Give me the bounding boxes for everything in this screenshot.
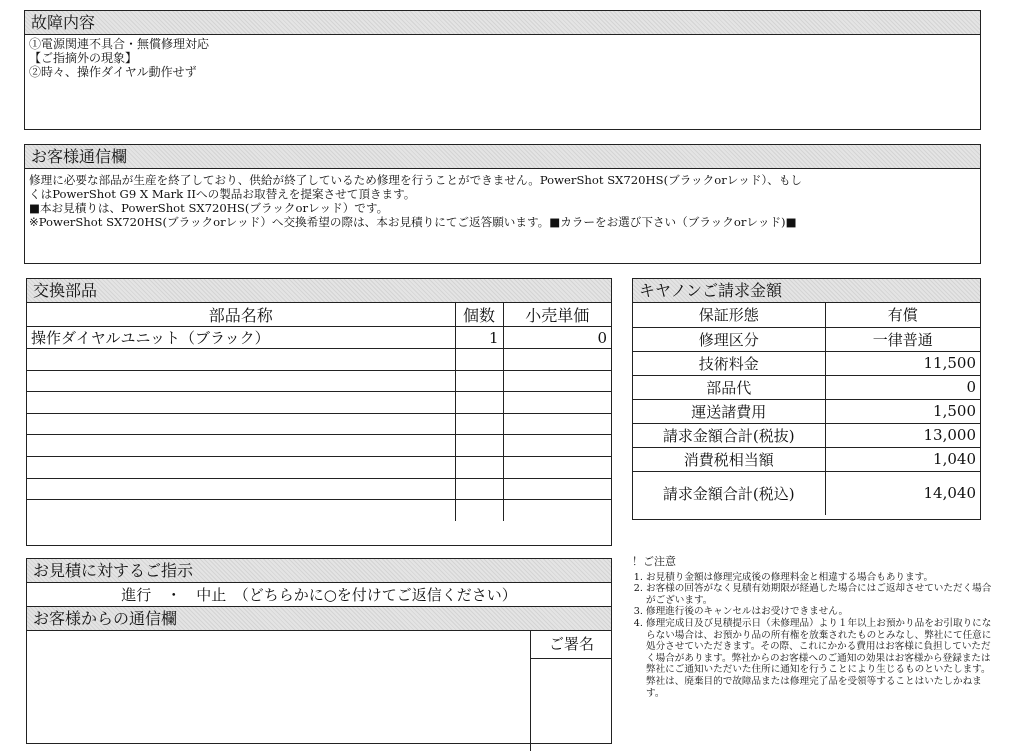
fault-line: ①電源関連不具合・無償修理対応 <box>29 37 210 51</box>
billing-table <box>633 303 980 515</box>
part-qty <box>455 392 503 414</box>
part-name <box>27 478 455 500</box>
part-name <box>27 456 455 478</box>
instruction-text[interactable]: 進行 ・ 中止 （どちらかに○を付けてご返信ください） <box>27 583 611 607</box>
billing-row <box>633 423 980 447</box>
billing-value: 13,000 <box>825 423 980 447</box>
fault-line: ②時々、操作ダイヤル動作せず <box>29 65 197 79</box>
notes-title: ！ご注意 <box>632 555 676 568</box>
part-name <box>27 435 455 457</box>
billing-label: 運送諸費用 <box>633 399 825 423</box>
part-qty <box>455 500 503 522</box>
parts-title: 交換部品 <box>27 279 611 303</box>
part-price <box>503 435 611 457</box>
part-price <box>503 349 611 371</box>
part-qty <box>455 413 503 435</box>
billing-row <box>633 375 980 399</box>
parts-header-price: 小売単価 <box>503 303 611 327</box>
billing-value: 一律普通 <box>825 327 980 351</box>
billing-value: 1,500 <box>825 399 980 423</box>
part-qty <box>455 456 503 478</box>
notice-line: くはPowerShot G9 X Mark IIへの製品お取替えを提案させて頂きます。 <box>29 187 416 201</box>
fault-line: 【ご指摘外の現象】 <box>29 51 138 65</box>
part-name <box>27 370 455 392</box>
instruction-title: お見積に対するご指示 <box>27 559 611 583</box>
part-price <box>503 370 611 392</box>
part-name: 操作ダイヤルユニット（ブラック） <box>27 327 455 349</box>
list-item: 1. お見積り金額は修理完成後の修理料金と相違する場合もあります。 <box>646 572 992 584</box>
billing-label: 消費税相当額 <box>633 447 825 471</box>
customer-reply-area[interactable] <box>27 631 611 751</box>
parts-section <box>26 278 612 546</box>
customer-notice-section <box>24 144 981 264</box>
customer-reply-title: お客様からの通信欄 <box>27 607 611 631</box>
customer-notice-content <box>25 169 980 231</box>
table-row <box>27 478 611 500</box>
billing-value: 1,040 <box>825 447 980 471</box>
part-qty <box>455 435 503 457</box>
billing-label: 修理区分 <box>633 327 825 351</box>
billing-value: 11,500 <box>825 351 980 375</box>
billing-title: キヤノンご請求金額 <box>633 279 980 303</box>
part-qty <box>455 349 503 371</box>
part-price <box>503 456 611 478</box>
billing-value: 0 <box>825 375 980 399</box>
billing-label: 部品代 <box>633 375 825 399</box>
billing-row <box>633 399 980 423</box>
part-qty <box>455 370 503 392</box>
list-item: 3. 修理進行後のキャンセルはお受けできません。 <box>646 606 992 618</box>
fault-title: 故障内容 <box>25 11 980 35</box>
table-row <box>27 456 611 478</box>
table-row <box>27 370 611 392</box>
table-row <box>27 500 611 522</box>
notice-line: ■本お見積りは、PowerShot SX720HS(ブラックorレッド）です。 <box>29 201 389 215</box>
billing-value: 14,040 <box>825 471 980 515</box>
billing-row <box>633 447 980 471</box>
billing-row <box>633 471 980 515</box>
table-row <box>27 413 611 435</box>
notice-line: ※PowerShot SX720HS(ブラックorレッド）へ交換希望の際は、本お見積りにてご返答願います。■カラーをお選び下さい（ブラックorレッド)■ <box>29 215 797 229</box>
parts-header-row <box>27 303 611 327</box>
list-item: 2. お客様の回答がなく見積有効期限が経過した場合にはご返却させていただく場合がございます。 <box>646 583 992 606</box>
part-price <box>503 478 611 500</box>
parts-header-qty: 個数 <box>455 303 503 327</box>
table-row <box>27 327 611 349</box>
notes-list <box>632 572 992 700</box>
table-row <box>27 349 611 371</box>
part-price <box>503 500 611 522</box>
billing-row <box>633 351 980 375</box>
part-name <box>27 500 455 522</box>
instruction-section <box>26 558 612 744</box>
billing-section <box>632 278 981 520</box>
signature-label: ご署名 <box>531 631 612 659</box>
part-price: 0 <box>503 327 611 349</box>
part-name <box>27 349 455 371</box>
billing-label: 請求金額合計(税抜) <box>633 423 825 447</box>
billing-label: 保証形態 <box>633 303 825 327</box>
billing-value: 有償 <box>825 303 980 327</box>
part-name <box>27 392 455 414</box>
fault-section <box>24 10 981 130</box>
part-name <box>27 413 455 435</box>
customer-notice-title: お客様通信欄 <box>25 145 980 169</box>
table-row <box>27 392 611 414</box>
billing-row <box>633 303 980 327</box>
table-row <box>27 435 611 457</box>
billing-label: 技術料金 <box>633 351 825 375</box>
billing-row <box>633 327 980 351</box>
notes-section <box>632 556 992 699</box>
part-qty <box>455 478 503 500</box>
fault-content <box>25 35 980 81</box>
billing-label: 請求金額合計(税込) <box>633 471 825 515</box>
signature-box[interactable] <box>530 631 612 751</box>
part-price <box>503 392 611 414</box>
notice-line: 修理に必要な部品が生産を終了しており、供給が終了しているため修理を行うことができません。PowerShot SX720HS(ブラックorレッド）、もし <box>29 173 803 187</box>
parts-header-name: 部品名称 <box>27 303 455 327</box>
part-price <box>503 413 611 435</box>
parts-table <box>27 303 611 521</box>
list-item: 4. 修理完成日及び見積提示日（未修理品）より１年以上お預かり品をお引取りにならない場合は、お預かり品の所有権を放棄されたものとみなし、弊社にて任意に処分させていただきます。その際、これにかかる費用はお客様に負担していただく場合があります。弊社からのお客様へのご通知の効果はお客様から登録または弊社にご通知いただいた住所に通知を行うことにより生じるものといたします。弊社は、廃棄目的で故障品または修理完了品を受領等することはいたしかねます。 <box>646 618 992 699</box>
part-qty: 1 <box>455 327 503 349</box>
